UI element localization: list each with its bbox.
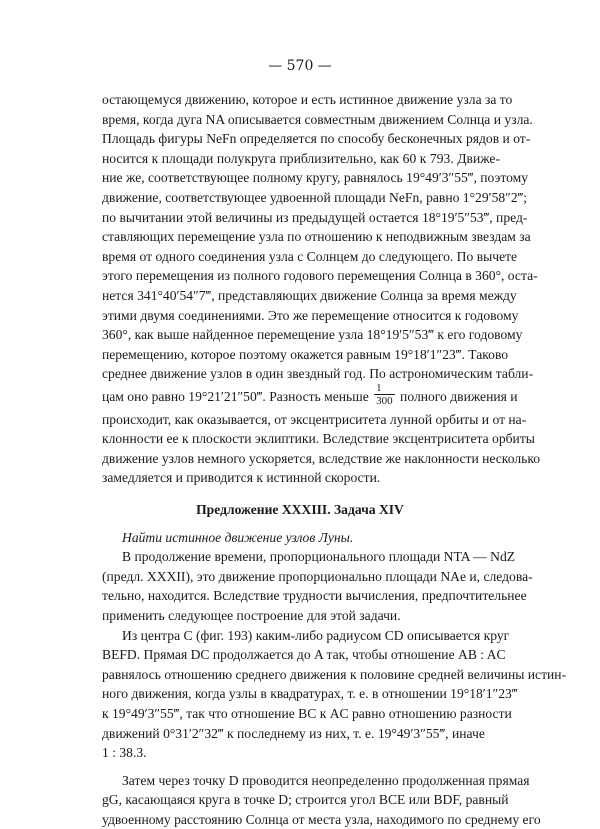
text-line: (предл. XXXII), это движение пропорционально площади NAe и, следова- [102, 568, 533, 584]
text-line: клонности ее к плоскости эклиптики. Вследствие эксцентриситета орбиты [102, 431, 535, 447]
text-line: по вычитании этой величины из предыдущей остается 18°19′5″53‴, пред- [102, 209, 528, 225]
text-line: В продолжение времени, пропорционального площади NTA — NdZ [122, 549, 516, 565]
text-line: этими двумя соединениями. Это же перемещение относится к годовому [102, 307, 519, 323]
fraction-line-before: цам оно равно 19°21′21″50‴. Разность меньше [102, 389, 373, 404]
fraction-denominator: 300 [376, 395, 393, 408]
text-line: удвоенному расстоянию Солнца от места узла, находимого по среднему его [102, 812, 541, 827]
text-line: Затем через точку D проводится неопределенно продолженная прямая [122, 772, 530, 788]
section-heading: Предложение XXXIII. Задача XIV [196, 502, 404, 517]
text-line: BEFD. Прямая DC продолжается до A так, чтобы отношение AB : AC [102, 647, 506, 663]
text-line: применить следующее построение для этой задачи. [102, 608, 401, 623]
text-line: среднее движение узлов в один звездный год. По астрономическим табли- [102, 366, 534, 382]
fraction [374, 382, 395, 407]
text-line: gG, касающаяся круга в точке D; строится угол BCE или BDF, равный [102, 792, 509, 808]
fraction-numerator: 1 [374, 382, 395, 395]
text-line: время от одного соединения узла с Солнцем до следующего. По вычете [102, 248, 518, 264]
text-line: этого перемещения из полного годового перемещения Солнца в 360°, оста- [102, 268, 538, 284]
text-line: носится к площади полукруга приблизительно, как 60 к 793. Движе- [102, 150, 500, 166]
text-line: к 19°49′3″55‴, так что отношение BC к AC равно отношению разности [102, 706, 512, 721]
text-line: перемещению, которое поэтому окажется равным 19°18′1″23‴. Таково [102, 346, 509, 362]
text-line: тельно, находится. Вследствие трудности вычисления, предпочтительнее [102, 588, 527, 604]
text-line: ставляющих перемещение узла по отношению к неподвижным звездам за [102, 229, 531, 245]
text-line: ние же, соответствующее полному кругу, равнялось 19°49′3″55‴, поэтому [102, 170, 529, 186]
text-line: Площадь фигуры NeFn определяется по способу бесконечных рядов и от- [102, 131, 531, 147]
text-line: остающемуся движению, которое и есть истинное движение узла за то [102, 92, 513, 107]
page-number: — 570 — [268, 58, 332, 74]
problem-statement: Найти истинное движение узлов Луны. [122, 529, 354, 545]
text-line: 360°, как выше найденное перемещение узла 18°19′5″53‴ к его годовому [102, 327, 523, 343]
text-line: замедляется и приводится к истинной скорости. [102, 470, 381, 486]
text-line: равнялось отношению среднего движения к половине средней величины истин- [102, 666, 567, 682]
text-line: ного движения, когда узлы в квадратурах, т. е. в отношении 19°18′1″23‴ [102, 686, 518, 702]
text-line: время, когда дуга NA описывается совместным движением Солнца и узла. [102, 111, 533, 127]
text-line: движение узлов немного ускоряется, вследствие же наклонности несколько [102, 450, 541, 466]
text-line: 1 : 38.3. [102, 745, 147, 761]
text-line: движение, соответствующее удвоенной площади NeFn, равно 1°29′58″2‴; [102, 190, 528, 205]
text-line: движений 0°31′2″32‴ к последнему из них, т. е. 19°49′3″55‴, иначе [102, 725, 485, 741]
fraction-line-after: полного движения и [396, 389, 518, 404]
text-line: происходит, как оказывается, от эксцентриситета лунной орбиты и от на- [102, 411, 527, 427]
text-line-with-fraction [102, 382, 518, 408]
text-line: нется 341°40′54″7‴, представляющих движение Солнца за время между [102, 288, 517, 303]
text-line: Из центра C (фиг. 193) каким-либо радиусом CD описывается круг [122, 627, 510, 643]
